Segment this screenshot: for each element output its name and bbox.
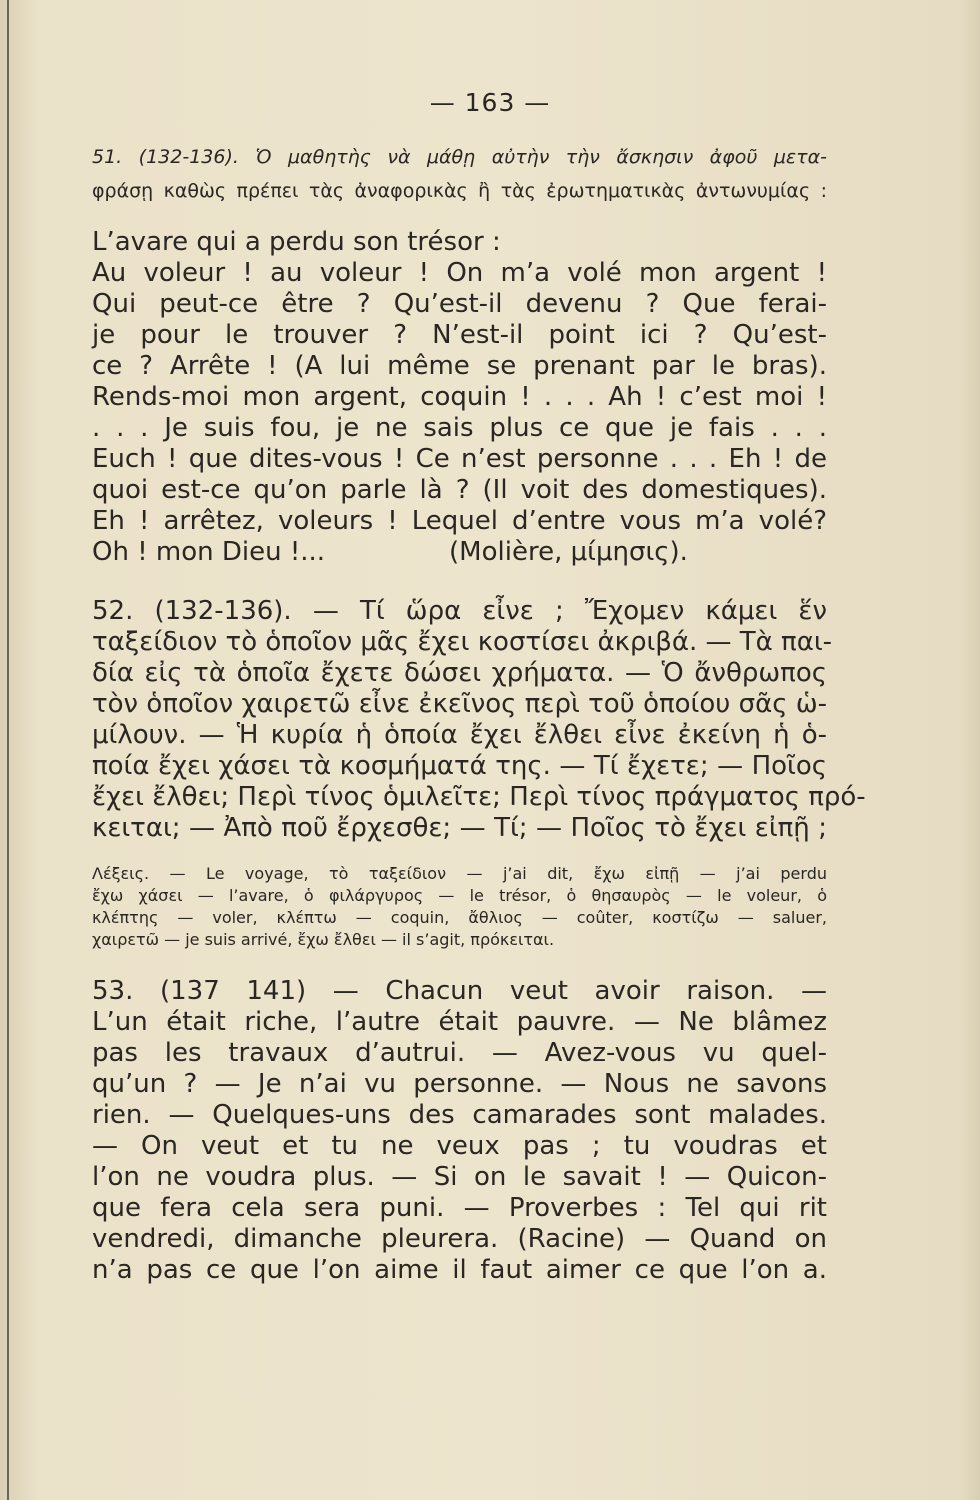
exercise-53-text-line: rien. — Quelques-uns des camarades sont malades.	[92, 1100, 827, 1130]
exercise-51-text-line: Oh ! mon Dieu !... (Molière, μίμησις).	[92, 537, 688, 567]
exercise-52-text-line: 52. (132-136). — Τί ὥρα εἶνε ; Ἔχομεν κάμει ἕν	[92, 596, 827, 626]
exercise-52-text-line: δία εἰς τὰ ὁποῖα ἔχετε δώσει χρήματα. — Ὁ ἄνθρωπος	[92, 658, 827, 688]
exercise-51-text-line: je pour le trouver ? N’est-il point ici ? Qu’est-	[92, 320, 827, 350]
exercise-52-text-line: ταξείδιον τὸ ὁποῖον μᾶς ἔχει κοστίσει ἀκριβά. — Τὰ παι-	[92, 627, 833, 657]
exercise-52-vocabulary-line: κλέπτης — voler, κλέπτω — coquin, ἄθλιος — coûter, κοστίζω — saluer,	[92, 908, 827, 927]
exercise-51-text-line: Au voleur ! au voleur ! On m’a volé mon argent !	[92, 258, 827, 288]
exercise-51-text-line: L’avare qui a perdu son trésor :	[92, 227, 501, 257]
exercise-52-text-line: ἔχει ἔλθει; Περὶ τίνος ὁμιλεῖτε; Περὶ τίνος πράγματος πρό-	[92, 782, 866, 812]
exercise-51-text-line: . . . Je suis fou, je ne sais plus ce que je fais . . .	[92, 413, 827, 443]
exercise-51-text-line: Qui peut-ce être ? Qu’est-il devenu ? Que ferai-	[92, 289, 827, 319]
exercise-51-text-line: quoi est-ce qu’on parle là ? (Il voit des domestiques).	[92, 475, 827, 505]
exercise-53-text-line: vendredi, dimanche pleurera. (Racine) — Quand on	[92, 1224, 827, 1254]
exercise-52-text-line: ποία ἔχει χάσει τὰ κοσμήματά της. — Τί ἔχετε; — Ποῖος	[92, 751, 827, 781]
exercise-53-text-line: 53. (137 141) — Chacun veut avoir raison. —	[92, 976, 827, 1006]
exercise-51-text-line: Rends-moi mon argent, coquin ! . . . Ah ! c’est moi !	[92, 382, 827, 412]
exercise-53-text-line: l’on ne voudra plus. — Si on le savait ! — Quicon-	[92, 1162, 827, 1192]
exercise-51-instruction-line: 51. (132-136). Ὁ μαθητὴς νὰ μάθῃ αὐτὴν τὴν ἄσκησιν ἀφοῦ μετα-	[92, 146, 827, 168]
exercise-53-text-line: n’a pas ce que l’on aime il faut aimer ce que l’on a.	[92, 1255, 827, 1285]
page-edge-line	[7, 0, 9, 1500]
exercise-52-text-line: μίλουν. — Ἡ κυρία ἡ ὁποία ἔχει ἔλθει εἶνε ἐκείνη ἡ ὁ-	[92, 720, 827, 750]
page-number: — 163 —	[429, 88, 551, 117]
exercise-53-text-line: que fera cela sera puni. — Proverbes : Tel qui rit	[92, 1193, 827, 1223]
exercise-53-text-line: pas les travaux d’autrui. — Avez-vous vu quel-	[92, 1038, 827, 1068]
exercise-51-instruction-line: φράσῃ καθὼς πρέπει τὰς ἀναφορικὰς ἢ τὰς ἐρωτηματικὰς ἀντωνυμίας :	[92, 180, 827, 202]
exercise-52-vocabulary-line: Λέξεις. — Le voyage, τὸ ταξείδιον — j’ai dit, ἔχω εἰπῇ — j’ai perdu	[92, 864, 827, 883]
exercise-53-text-line: qu’un ? — Je n’ai vu personne. — Nous ne savons	[92, 1069, 827, 1099]
exercise-53-text-line: L’un était riche, l’autre était pauvre. — Ne blâmez	[92, 1007, 827, 1037]
exercise-51-text-line: ce ? Arrête ! (A lui même se prenant par le bras).	[92, 351, 827, 381]
exercise-52-text-line: τὸν ὁποῖον χαιρετῶ εἶνε ἐκεῖνος περὶ τοῦ ὁποίου σᾶς ὡ-	[92, 689, 827, 719]
exercise-53-text-line: — On veut et tu ne veux pas ; tu voudras et	[92, 1131, 827, 1161]
exercise-52-text-line: κειται; — Ἀπὸ ποῦ ἔρχεσθε; — Τί; — Ποῖος τὸ ἔχει εἰπῇ ;	[92, 813, 827, 843]
exercise-51-text-line: Eh ! arrêtez, voleurs ! Lequel d’entre vous m’a volé?	[92, 506, 827, 536]
exercise-52-vocabulary-line: χαιρετῶ — je suis arrivé, ἔχω ἔλθει — il s’agit, πρόκειται.	[92, 930, 555, 949]
exercise-52-vocabulary-line: ἔχω χάσει — l’avare, ὁ φιλάργυρος — le trésor, ὁ θησαυρὸς — le voleur, ὁ	[92, 886, 827, 905]
exercise-51-text-line: Euch ! que dites-vous ! Ce n’est personne . . . Eh ! de	[92, 444, 827, 474]
